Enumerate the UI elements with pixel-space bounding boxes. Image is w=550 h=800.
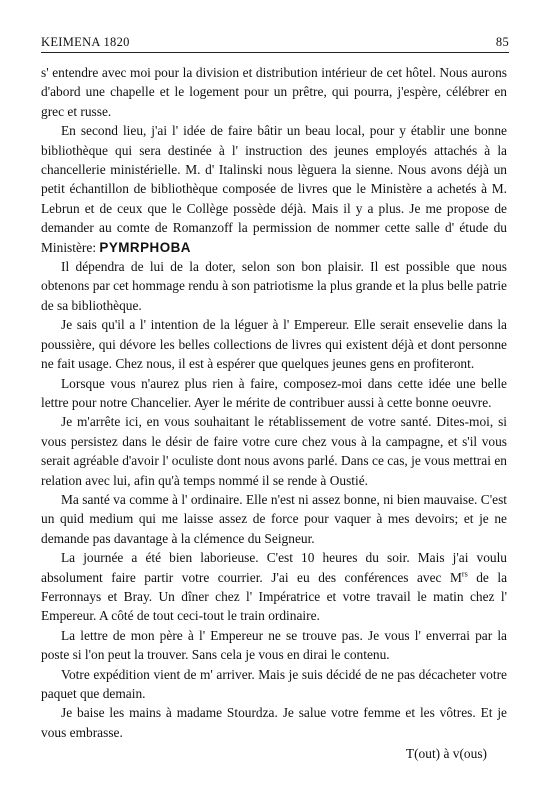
header-title: KEIMENA 1820	[41, 35, 130, 49]
page-number: 85	[495, 35, 509, 49]
paragraph: s' entendre avec moi pour la division et distribution intérieur de cet hôtel. Nous aurons d'abord une chapelle et le logement pour un prêtre, qui pourra, j'espère, célébrer en grec et russe.	[41, 65, 507, 119]
paragraph	[41, 121, 507, 257]
running-header	[41, 35, 509, 50]
paragraph: Je m'arrête ici, en vous souhaitant le rétablissement de votre santé. Dites-moi, si vous persistez dans le désir de faire votre cure chez vous à la campagne, et s'il vous serait agréable d'avoir l' oculiste dont nous avons parlé. Dans ce cas, je vous mettrai en relation avec lui, afin qu'à temps nommé il se rende à Oustié.	[41, 414, 507, 488]
paragraph-text: de la Ferronnays et Bray. Un dîner chez l' Impératrice et votre travail le matin chez l' Empereur. A côté de tout ceci-tout le train ordinaire.	[41, 569, 508, 624]
paragraph	[41, 548, 507, 626]
superscript: rs	[461, 569, 468, 579]
header-rule	[41, 52, 509, 53]
paragraph: Il dépendra de lui de la doter, selon son bon plaisir. Il est possible que nous obtenons par cet hommage rendu à son patriotisme la plus grande et la plus belle patrie de sa bibliothèque.	[41, 259, 507, 313]
paragraph-text: La journée a été bien laborieuse. C'est 10 heures du soir. Mais j'ai voulu absolument faire partir votre courrier. J'ai eu des conférences avec M	[41, 550, 507, 585]
paragraph: La lettre de mon père à l' Empereur ne se trouve pas. Je vous l' enverrai par la poste si l'on peut la trouver. Sans cela je vous en dirai le contenu.	[41, 627, 507, 663]
signature: T(out) à v(ous)	[405, 746, 487, 762]
letter-body	[41, 63, 507, 764]
paragraph-text: En second lieu, j'ai l' idée de faire bâtir un beau local, pour y établir une bonne bibliothèque qui sera destinée à l' instruction des jeunes employés attachés à la chancellerie ministérielle. M. d' Italinski nous lèguera la sienne. Nous avons déjà un petit échantillon de bibliothèque composée de livres que le Ministère a achetés à M. Lebrun et de ceux que le Collège possède déjà. Mais il y a plus. Je me propose de demander au comte de Romanzoff la permission de nommer cette salle d' étude du Ministère:	[41, 123, 507, 255]
paragraph: Votre expédition vient de m' arriver. Mais je suis décidé de ne pas décacheter votre paquet que demain.	[41, 666, 507, 701]
special-name: PYMRPHOBA	[99, 239, 191, 255]
paragraph: Lorsque vous n'aurez plus rien à faire, composez-moi dans cette idée une belle lettre pour notre Chancelier. Ayer le mérite de contribuer aussi à cette bonne oeuvre.	[41, 375, 507, 410]
paragraph: Ma santé va comme à l' ordinaire. Elle n'est ni assez bonne, ni bien mauvaise. C'est un quid medium qui me laisse assez de force pour vaquer à mes devoirs; et je ne demande pas davantage à la clémence du Seigneur.	[41, 491, 507, 546]
paragraph: Je sais qu'il a l' intention de la léguer à l' Empereur. Elle serait ensevelie dans la poussière, qui dévore les belles collections de livres qui existent déjà et dont personne ne fait usage. Chez nous, il est à espérer que quelques jeunes gens en profiteront.	[41, 317, 507, 372]
paragraph: Je baise les mains à madame Stourdza. Je salue votre femme et les vôtres. Et je vous embrasse.	[41, 705, 507, 740]
